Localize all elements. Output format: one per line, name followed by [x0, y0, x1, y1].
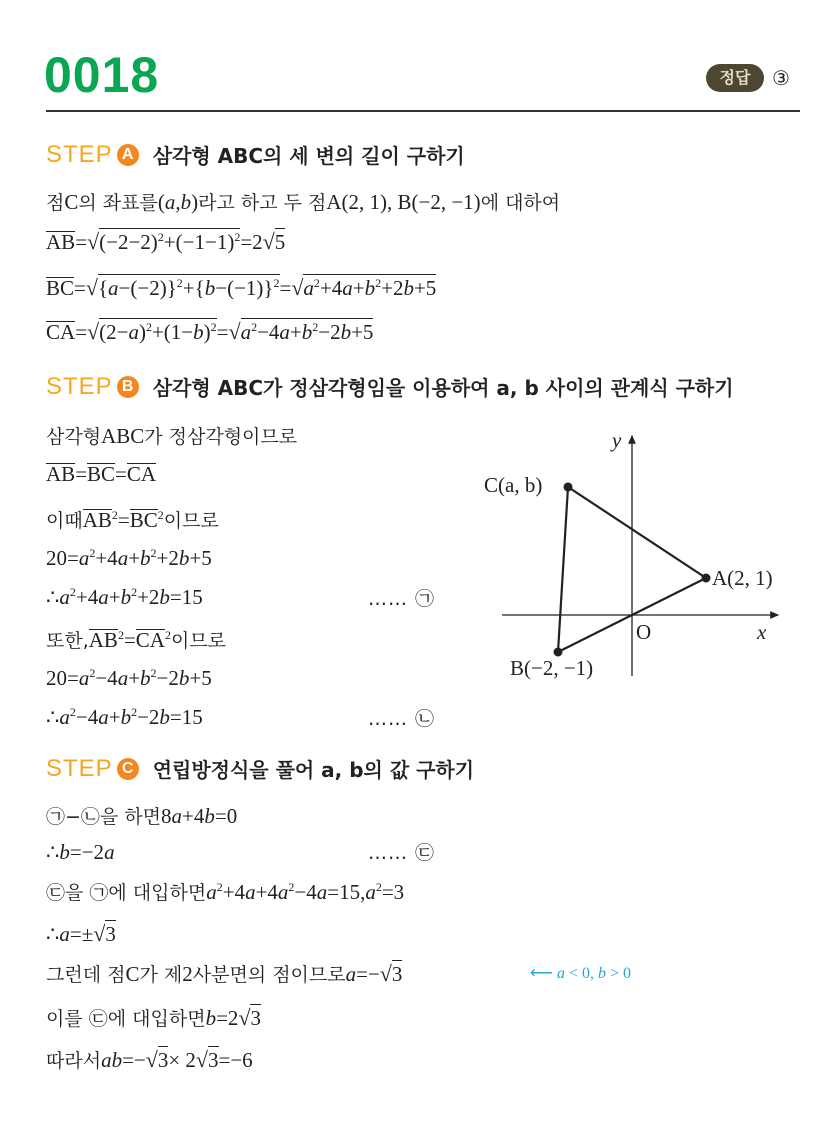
math-text: , [175, 190, 181, 214]
math-variable: a [345, 962, 357, 986]
math-text: +2 [381, 276, 404, 300]
math-text: +4 [255, 880, 278, 904]
math-variable: a [171, 804, 183, 828]
text: 그런데 점 [46, 964, 126, 986]
math-variable: a [59, 705, 70, 729]
radical-sign: √ [238, 1005, 251, 1030]
math-text: +4 [75, 585, 99, 609]
segment-overline: AB [46, 230, 76, 254]
text: 이므로 [170, 630, 227, 652]
radical-sign: √ [291, 275, 304, 300]
radical-sign: √ [262, 229, 275, 254]
math-text: −(−1)} [215, 276, 274, 300]
math-variable: a [98, 705, 109, 729]
math-text: ABC [101, 424, 145, 448]
math-text: ( [157, 190, 165, 214]
math-text: ) [203, 320, 211, 344]
exponent: 2 [375, 276, 382, 290]
math-text: +5 [189, 546, 212, 570]
math-variable: b [180, 190, 192, 214]
math-variable: b [364, 276, 376, 300]
exponent: 2 [111, 508, 118, 522]
math-text: 3 [157, 1048, 169, 1072]
math-text: 8 [161, 804, 172, 828]
math-text: =−2 [69, 840, 105, 864]
radical-sign: √ [87, 319, 100, 344]
math-text: −2 [318, 320, 341, 344]
math-text: + [108, 705, 121, 729]
text: 가 정삼각형이므로 [144, 426, 298, 448]
math-variable: b [205, 1006, 217, 1030]
step-title: 연립방정식을 풀어 a, b의 값 구하기 [152, 758, 475, 782]
math-text: = [75, 462, 88, 486]
exponent: 2 [69, 705, 76, 719]
math-text: = [75, 320, 88, 344]
math-variable: a [78, 546, 90, 570]
math-text: × 2 [168, 1048, 196, 1072]
radical-sign: √ [195, 1047, 208, 1072]
math-variable: b [193, 320, 204, 344]
text: 또한, [46, 630, 89, 652]
math-text: 2 [182, 962, 193, 986]
math-variable: a [59, 585, 70, 609]
x-axis-label: x [757, 620, 767, 644]
math-text: 3 [105, 922, 116, 946]
math-variable: b [59, 840, 70, 864]
text: 이를 ㉢에 대입하면 [46, 1008, 206, 1030]
point-c-label: C(a, b) [484, 473, 543, 497]
math-text: +5 [351, 320, 374, 344]
math-variable: a [277, 880, 289, 904]
problem-number: 0018 [44, 47, 160, 103]
math-text: =2 [216, 1006, 239, 1030]
math-text: (−2−2) [99, 230, 158, 254]
text: 에 대하여 [480, 192, 561, 214]
math-variable: a [128, 320, 139, 344]
step-label: STEP [46, 140, 113, 168]
point-c [563, 482, 572, 491]
text: 따라서 [46, 1050, 102, 1072]
equation-marker-2: …… ㉡ [368, 708, 436, 730]
math-text: ∴ [46, 705, 60, 729]
segment-overline: CA [126, 462, 157, 486]
step-badge: B [117, 376, 139, 398]
math-variable: b [120, 585, 132, 609]
math-text: +4 [319, 276, 343, 300]
math-variable: b [403, 276, 414, 300]
y-axis-label: y [612, 428, 622, 452]
math-text: = [279, 276, 292, 300]
equation-marker-3: …… ㉢ [368, 842, 436, 864]
text: 의 좌표를 [78, 192, 158, 214]
step-label: STEP [46, 754, 113, 782]
exponent: 2 [375, 880, 382, 894]
math-text: ∴ [46, 922, 60, 946]
radical-sign: √ [93, 921, 106, 946]
math-variable: a [342, 276, 353, 300]
point-a [702, 574, 711, 583]
note-text: > 0 [605, 965, 631, 982]
math-variable: b [301, 320, 313, 344]
math-text: C [125, 962, 140, 986]
radical-sign: √ [145, 1047, 158, 1072]
math-text: ∴ [46, 840, 60, 864]
text: ㉠−㉡을 하면 [46, 806, 162, 828]
note-var-b: b [597, 965, 606, 982]
math-text: +2 [156, 546, 179, 570]
math-variable: b [159, 705, 170, 729]
math-text: + [128, 666, 141, 690]
step-badge: C [117, 758, 139, 780]
math-text: + [352, 276, 365, 300]
math-text: =− [122, 1048, 146, 1072]
math-text: −2 [156, 666, 179, 690]
point-b-label: B(−2, −1) [510, 656, 594, 680]
math-text: = [74, 276, 86, 300]
math-text: =15, [327, 880, 366, 904]
math-text: ∴ [46, 585, 60, 609]
origin-label: O [636, 620, 652, 644]
math-text: =3 [381, 880, 405, 904]
math-text: +5 [189, 666, 212, 690]
exponent: 2 [157, 230, 164, 244]
math-variable: a [59, 922, 70, 946]
exponent: 2 [131, 585, 138, 599]
math-text: = [75, 230, 88, 254]
math-text: −4 [294, 880, 317, 904]
math-variable: ab [101, 1048, 123, 1072]
exponent: 2 [312, 320, 319, 334]
exponent: 2 [131, 705, 138, 719]
step-title: 삼각형 ABC가 정삼각형임을 이용하여 a, b 사이의 관계식 구하기 [152, 376, 734, 400]
text: 사분면의 점이므로 [192, 964, 346, 986]
math-variable: b [178, 666, 190, 690]
math-text: (2− [99, 320, 129, 344]
math-text: 5 [274, 230, 286, 254]
math-variable: a [104, 840, 115, 864]
exponent: 2 [251, 320, 258, 334]
math-text: −4 [95, 666, 118, 690]
segment-overline: AB [82, 508, 112, 532]
exponent: 2 [273, 276, 280, 290]
math-variable: a [316, 880, 328, 904]
math-variable: a [117, 546, 129, 570]
exponent: 2 [210, 320, 217, 334]
radical-sign: √ [379, 961, 392, 986]
math-text: C [64, 190, 79, 214]
math-text: +{ [182, 276, 205, 300]
arrow-left-icon: ⟵ [530, 965, 557, 982]
math-text: { [97, 276, 109, 300]
math-text: + [289, 320, 302, 344]
math-variable: a [164, 190, 176, 214]
segment-overline: BC [87, 462, 116, 486]
math-variable: a [303, 276, 314, 300]
exponent: 2 [216, 880, 223, 894]
math-text: 3 [208, 1048, 219, 1072]
math-text: A(2, 1), B(−2, −1) [326, 190, 481, 214]
math-variable: a [365, 880, 376, 904]
math-variable: b [120, 705, 132, 729]
math-variable: b [159, 585, 170, 609]
math-text: 3 [391, 962, 403, 986]
math-variable: b [178, 546, 190, 570]
text: ㉢을 ㉠에 대입하면 [46, 882, 207, 904]
text: 점 [46, 192, 65, 214]
math-text: −2 [137, 705, 160, 729]
math-variable: a [206, 880, 217, 904]
math-variable: a [240, 320, 252, 344]
math-text: =± [69, 922, 94, 946]
math-text: 3 [250, 1006, 261, 1030]
exponent: 2 [150, 666, 157, 680]
radical-sign: √ [87, 229, 100, 254]
exponent: 2 [89, 546, 96, 560]
math-text: + [128, 546, 141, 570]
math-text: +(1− [151, 320, 194, 344]
math-text: =0 [214, 804, 238, 828]
math-text: −4 [75, 705, 99, 729]
text: 이므로 [163, 510, 219, 532]
math-variable: a [279, 320, 290, 344]
exponent: 2 [313, 276, 320, 290]
math-variable: a [78, 666, 90, 690]
math-text: = [115, 462, 127, 486]
math-variable: b [204, 276, 216, 300]
exponent: 2 [89, 666, 96, 680]
math-text: ) [138, 320, 146, 344]
math-text: = [216, 320, 229, 344]
math-text: +5 [413, 276, 437, 300]
math-text: =15 [169, 705, 203, 729]
math-text: ) [191, 190, 199, 214]
segment-overline: AB [46, 462, 76, 486]
exponent: 2 [176, 276, 183, 290]
math-text: =− [356, 962, 380, 986]
math-text: −4 [257, 320, 280, 344]
math-text: 20= [46, 666, 79, 690]
math-text: +4 [222, 880, 246, 904]
exponent: 2 [117, 628, 124, 642]
exponent: 2 [69, 585, 76, 599]
math-text: =2 [240, 230, 263, 254]
segment-overline: AB [88, 628, 118, 652]
exponent: 2 [145, 320, 152, 334]
math-variable: b [140, 546, 151, 570]
math-variable: a [117, 666, 129, 690]
exponent: 2 [288, 880, 295, 894]
point-a-label: A(2, 1) [712, 566, 773, 590]
math-variable: a [98, 585, 109, 609]
text: 이때 [46, 510, 83, 532]
math-text: =−6 [218, 1048, 253, 1072]
math-variable: b [340, 320, 352, 344]
math-text: +2 [137, 585, 160, 609]
text: 가 제 [139, 964, 183, 986]
text: 라고 하고 두 점 [198, 192, 327, 214]
exponent: 2 [150, 546, 157, 560]
math-text: −(−2)} [118, 276, 177, 300]
math-text: +(−1−1) [163, 230, 235, 254]
radical-sign: √ [228, 319, 241, 344]
answer-value: ③ [772, 66, 790, 90]
radical-sign: √ [85, 275, 98, 300]
note-text: < 0, [564, 965, 598, 982]
segment-overline: CA [46, 320, 76, 344]
step-title: 삼각형 ABC의 세 변의 길이 구하기 [152, 144, 465, 168]
answer-badge: 정답 [706, 64, 764, 92]
math-variable: b [204, 804, 215, 828]
note-var-a: a [556, 965, 565, 982]
math-text: = [123, 628, 136, 652]
segment-overline: CA [135, 628, 165, 652]
step-badge: A [117, 144, 139, 166]
math-text: = [117, 508, 130, 532]
segment-overline: BC [46, 276, 75, 300]
step-label: STEP [46, 372, 113, 400]
math-text: +4 [182, 804, 205, 828]
segment-overline: BC [129, 508, 158, 532]
text: 삼각형 [46, 426, 102, 448]
equation-marker-1: …… ㉠ [368, 588, 436, 610]
math-text: =15 [169, 585, 203, 609]
exponent: 2 [164, 628, 171, 642]
math-variable: b [140, 666, 151, 690]
math-variable: a [245, 880, 256, 904]
math-text: +4 [95, 546, 118, 570]
math-text: + [108, 585, 121, 609]
math-variable: a [108, 276, 119, 300]
exponent: 2 [234, 230, 241, 244]
exponent: 2 [157, 508, 164, 522]
math-text: 20= [46, 546, 79, 570]
